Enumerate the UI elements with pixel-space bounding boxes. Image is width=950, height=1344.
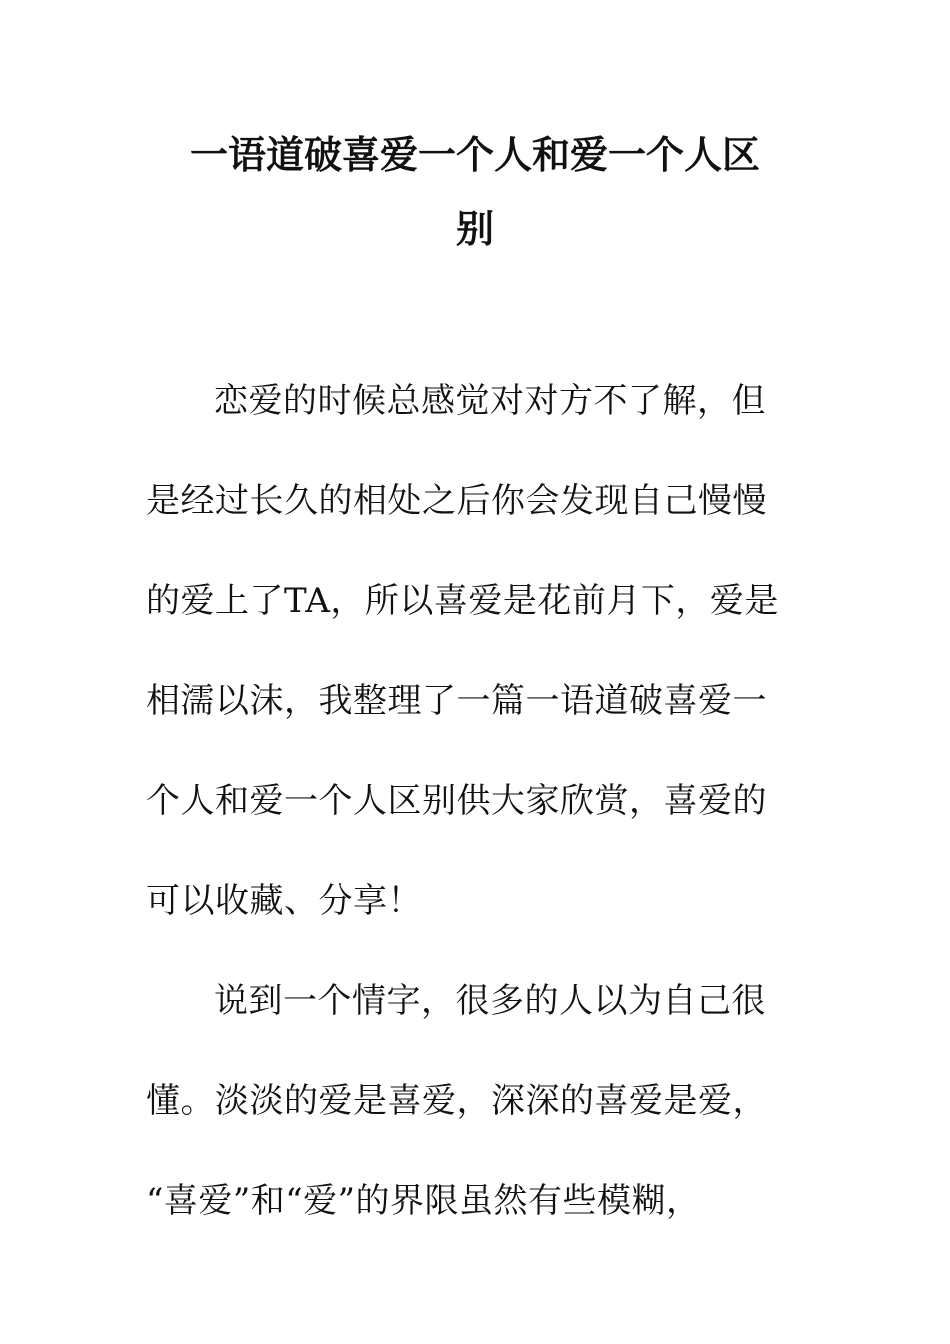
paragraph-2-line-3: “喜爱”和“爱”的界限虽然有些模糊， [146, 1181, 701, 1221]
paragraph-1-line-5: 个人和爱一个人区别供大家欣赏，喜爱的 [146, 781, 767, 821]
paragraph-1-line-2: 是经过长久的相处之后你会发现自己慢慢 [146, 481, 767, 521]
document-title-line-1: 一语道破喜爱一个人和爱一个人区 [189, 133, 760, 177]
paragraph-1-line-1: 恋爱的时候总感觉对对方不了解，但 [214, 381, 766, 421]
document-title-line-2: 别 [455, 207, 494, 251]
paragraph-2-line-2: 懂。淡淡的爱是喜爱，深深的喜爱是爱， [146, 1081, 767, 1121]
paragraph-2-line-1: 说到一个情字，很多的人以为自己很 [214, 981, 766, 1021]
paragraph-1-line-4: 相濡以沫，我整理了一篇一语道破喜爱一 [146, 681, 767, 721]
paragraph-1-line-3: 的爱上了TA，所以喜爱是花前月下，爱是 [146, 581, 779, 621]
paragraph-1-line-6: 可以收藏、分享！ [146, 881, 422, 921]
